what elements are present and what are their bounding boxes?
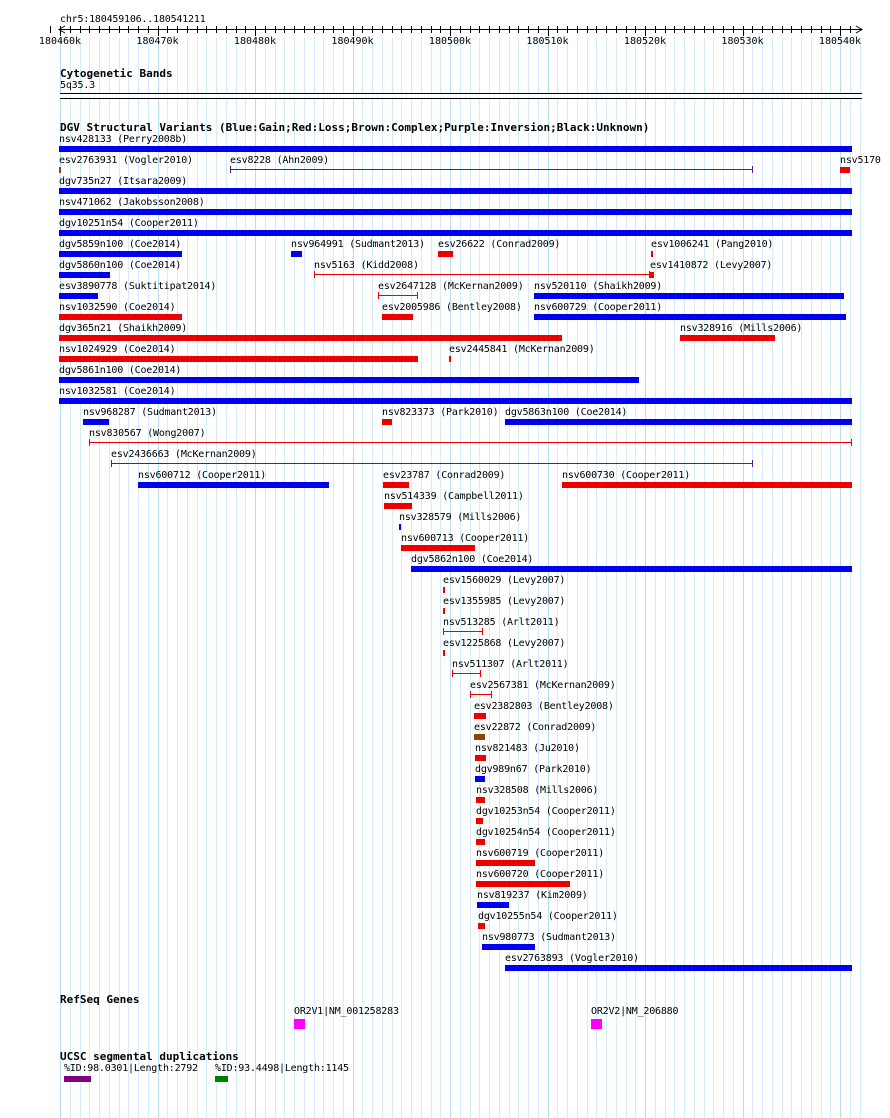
sv-feature-label: dgv10254n54 (Cooper2011) [476,827,616,838]
ruler-tick-label: 180520k [623,36,667,47]
sv-feature[interactable] [474,734,485,740]
sv-feature-label: esv1225868 (Levy2007) [443,638,566,649]
segdup-track-title: UCSC segmental duplications [60,1050,239,1063]
sv-feature-label: dgv5862n100 (Coe2014) [411,554,534,565]
sv-feature[interactable] [384,503,412,509]
sv-feature[interactable] [505,965,852,971]
sv-feature-label: nsv328508 (Mills2006) [476,785,599,796]
sv-feature[interactable] [475,776,485,782]
sv-feature-connector [453,673,480,674]
refseq-gene[interactable] [591,1019,602,1029]
sv-feature-label: nsv513285 (Arlt2011) [443,617,560,628]
sv-feature-label: nsv600720 (Cooper2011) [476,869,605,880]
sv-feature[interactable] [443,650,445,656]
sv-feature[interactable] [59,377,639,383]
sv-feature-label: esv2567381 (McKernan2009) [470,680,616,691]
sv-feature[interactable] [230,166,753,173]
sv-feature-label: esv3890778 (Suktitipat2014) [59,281,217,292]
dgv-track-title: DGV Structural Variants (Blue:Gain;Red:Loss;Brown:Complex;Purple:Inversion;Black:Unknown) [60,121,650,134]
sv-feature[interactable] [59,188,852,194]
sv-feature[interactable] [477,902,509,908]
ruler-tick-label: 180460k [38,36,82,47]
ruler-tick-label: 180480k [233,36,277,47]
sv-feature-label: nsv830567 (Wong2007) [89,428,206,439]
refseq-track-title: RefSeq Genes [60,993,140,1006]
cytoband-bar[interactable] [60,93,862,99]
sv-feature-label: dgv10255n54 (Cooper2011) [478,911,618,922]
sv-feature[interactable] [650,272,654,278]
sv-feature-label: nsv5170 [840,155,881,166]
sv-feature[interactable] [840,167,850,173]
sv-feature[interactable] [411,566,852,572]
cytoband-label: 5q35.3 [60,80,95,91]
sv-feature[interactable] [89,439,852,446]
sv-feature[interactable] [291,251,302,257]
sv-feature[interactable] [83,419,109,425]
sv-feature-label: esv1006241 (Pang2010) [651,239,774,250]
sv-feature[interactable] [59,335,562,341]
sv-feature-connector [90,442,851,443]
sv-feature-label: esv2436663 (McKernan2009) [111,449,257,460]
sv-feature-label: dgv5861n100 (Coe2014) [59,365,182,376]
sv-feature-connector [379,295,417,296]
sv-feature[interactable] [505,419,852,425]
sv-feature-label: nsv1024929 (Coe2014) [59,344,176,355]
sv-feature-label: esv2647128 (McKernan2009) [378,281,524,292]
sv-feature-label: esv1410872 (Levy2007) [650,260,773,271]
sv-feature[interactable] [59,167,61,173]
sv-feature-label: nsv328916 (Mills2006) [680,323,803,334]
refseq-gene-label: OR2V2|NM_206880 [591,1006,679,1017]
sv-feature[interactable] [475,755,486,761]
sv-feature[interactable] [59,356,418,362]
sv-feature[interactable] [476,860,535,866]
sv-feature[interactable] [452,670,481,677]
sv-feature[interactable] [382,314,413,320]
sv-feature-label: nsv5163 (Kidd2008) [314,260,419,271]
sv-feature-label: esv2382803 (Bentley2008) [474,701,614,712]
sv-feature-label: dgv10253n54 (Cooper2011) [476,806,616,817]
sv-feature-connector [315,274,649,275]
sv-feature-label: nsv511307 (Arlt2011) [452,659,569,670]
ruler-tick-label: 180530k [721,36,764,47]
region-label: chr5:180459106..180541211 [60,14,206,25]
sv-feature[interactable] [476,797,485,803]
sv-feature-label: nsv823373 (Park2010) [382,407,499,418]
sv-feature[interactable] [476,881,570,887]
sv-feature[interactable] [562,482,852,488]
position-ruler [0,24,890,69]
sv-feature-label: dgv10251n54 (Cooper2011) [59,218,199,229]
sv-feature[interactable] [378,292,418,299]
sv-feature[interactable] [443,608,445,614]
sv-feature[interactable] [138,482,329,488]
sv-feature-label: dgv735n27 (Itsara2009) [59,176,188,187]
sv-feature-label: esv26622 (Conrad2009) [438,239,561,250]
sv-feature-connector [231,169,752,170]
sv-feature[interactable] [534,293,844,299]
sv-feature-label: esv2763893 (Vogler2010) [505,953,639,964]
refseq-gene[interactable] [294,1019,305,1029]
sv-feature-label: nsv600729 (Cooper2011) [534,302,663,313]
sv-feature-label: nsv328579 (Mills2006) [399,512,522,523]
ruler-tick-label: 180540k [818,36,862,47]
sv-feature[interactable] [59,314,182,320]
sv-feature[interactable] [59,398,852,404]
sv-feature[interactable] [59,146,852,152]
cytoband-track-title: Cytogenetic Bands [60,67,173,80]
ruler-tick-label: 180490k [331,36,374,47]
sv-feature-label: nsv600719 (Cooper2011) [476,848,605,859]
segdup-label: %ID:93.4498|Length:1145 [215,1063,349,1074]
segdup-feature[interactable] [215,1076,228,1082]
sv-feature[interactable] [383,482,409,488]
sv-feature[interactable] [470,691,492,698]
sv-feature-label: nsv968287 (Sudmant2013) [83,407,217,418]
sv-feature[interactable] [382,419,392,425]
sv-feature-label: esv8228 (Ahn2009) [230,155,329,166]
sv-feature-label: dgv989n67 (Park2010) [475,764,592,775]
sv-feature-connector [444,631,482,632]
sv-feature-label: esv1355985 (Levy2007) [443,596,566,607]
sv-feature[interactable] [443,628,483,635]
sv-feature-label: esv1560029 (Levy2007) [443,575,566,586]
sv-feature-label: nsv1032590 (Coe2014) [59,302,176,313]
sv-feature[interactable] [438,251,453,257]
sv-feature-label: dgv5859n100 (Coe2014) [59,239,182,250]
sv-feature[interactable] [651,251,653,257]
sv-feature-label: nsv600713 (Cooper2011) [401,533,530,544]
segdup-feature[interactable] [64,1076,91,1082]
sv-feature[interactable] [478,923,485,929]
sv-feature[interactable] [476,839,485,845]
sv-feature-connector [112,463,752,464]
segdup-label: %ID:98.0301|Length:2792 [64,1063,198,1074]
ruler-tick-label: 180510k [526,36,569,47]
sv-feature-label: nsv821483 (Ju2010) [475,743,580,754]
sv-feature-label: nsv600712 (Cooper2011) [138,470,267,481]
sv-feature-label: esv23787 (Conrad2009) [383,470,506,481]
sv-feature[interactable] [401,545,475,551]
ruler-tick-label: 180470k [136,36,179,47]
sv-feature[interactable] [482,944,535,950]
sv-feature-label: esv22872 (Conrad2009) [474,722,597,733]
sv-feature[interactable] [59,209,852,215]
sv-feature-label: nsv471062 (Jakobsson2008) [59,197,205,208]
sv-feature-label: esv2005986 (Bentley2008) [382,302,522,313]
sv-feature[interactable] [314,271,650,278]
sv-feature-label: nsv819237 (Kim2009) [477,890,588,901]
sv-feature-label: nsv964991 (Sudmant2013) [291,239,425,250]
sv-feature[interactable] [443,587,445,593]
refseq-gene-label: OR2V1|NM_001258283 [294,1006,399,1017]
sv-feature-connector [471,694,491,695]
sv-feature-label: dgv5863n100 (Coe2014) [505,407,628,418]
sv-feature[interactable] [680,335,775,341]
sv-feature-label: esv2445841 (McKernan2009) [449,344,595,355]
sv-feature[interactable] [474,713,486,719]
sv-feature[interactable] [111,460,753,467]
sv-feature-label: nsv600730 (Cooper2011) [562,470,691,481]
sv-feature-label: dgv365n21 (Shaikh2009) [59,323,188,334]
sv-feature-label: dgv5860n100 (Coe2014) [59,260,182,271]
sv-feature[interactable] [399,524,401,530]
sv-feature[interactable] [534,314,846,320]
sv-feature[interactable] [59,251,182,257]
sv-feature[interactable] [449,356,451,362]
sv-feature-label: nsv514339 (Campbell2011) [384,491,524,502]
sv-feature-label: nsv520110 (Shaikh2009) [534,281,663,292]
sv-feature[interactable] [59,230,852,236]
sv-feature[interactable] [59,272,110,278]
sv-feature-label: nsv428133 (Perry2008b) [59,134,188,145]
sv-feature[interactable] [476,818,483,824]
sv-feature[interactable] [59,293,98,299]
sv-feature-label: nsv980773 (Sudmant2013) [482,932,616,943]
sv-feature-label: nsv1032581 (Coe2014) [59,386,176,397]
ruler-tick-label: 180500k [428,36,472,47]
sv-feature-label: esv2763931 (Vogler2010) [59,155,193,166]
